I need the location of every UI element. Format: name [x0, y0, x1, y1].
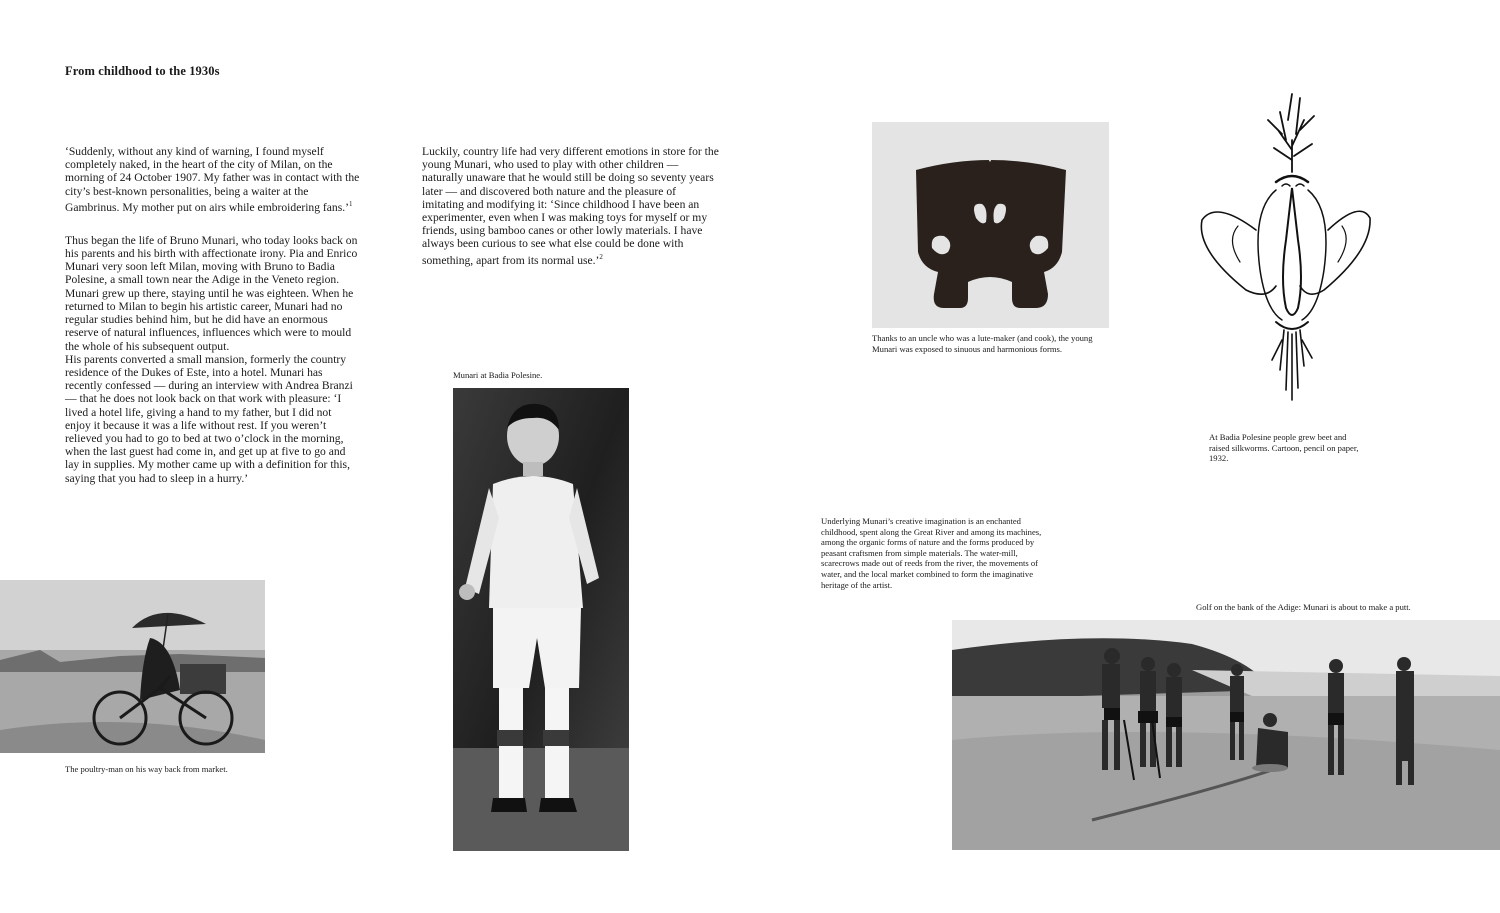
imagination-text: Underlying Munari’s creative imagination is an enchanted childhood, spent along the Great River and among its machines, among the organic forms of nature and the forms produced by peasant craftsmen from simple materials. The water-mill, scarecrows made out of reeds from the river, the movements of water, and the local market combined to form the imaginative heritage of the artist.: [821, 516, 1042, 590]
paragraph-life: Thus began the life of Bruno Munari, who today looks back on his parents and his birth with affectionate irony. Pia and Enrico Munari very soon left Milan, moving with Bruno to Badia Polesine, a small town near the Adige in the Veneto region. Munari grew up there, staying until he was eighteen. When he returned to Milan to begin his artistic career, Munari had no regular studies behind him, but he did have an enormous reserve of natural influences, influences which were to mould the whole of his subsequent output.: [65, 233, 358, 353]
poultry-caption: The poultry-man on his way back from market.: [65, 764, 228, 774]
golf-photo: [952, 620, 1500, 850]
paragraph-country-life: [422, 145, 720, 267]
cartoon-drawing: [1196, 90, 1372, 402]
portrait-caption: Munari at Badia Polesine.: [453, 370, 543, 380]
column-2-text: [422, 145, 720, 267]
violin-bridge-caption: Thanks to an uncle who was a lute-maker (and cook), the young Munari was exposed to sinuous and harmonious forms.: [872, 333, 1093, 354]
country-life-text: Luckily, country life had very different emotions in store for the young Munari, who used to play with other children — naturally unaware that he would still be doing so seventy years later — and discovered both nature and the pleasure of imitating and modifying it: ‘Since childhood I have been an experimenter, even when I was making toys for myself or my friends, using bamboo canes or other lowly materials. I have always been curious to see what else could be done with something, apart from its normal use.’: [422, 145, 719, 267]
footnote-2: 2: [599, 252, 603, 261]
munari-portrait-photo: [453, 388, 629, 851]
quote-text: ‘Suddenly, without any kind of warning, I found myself completely naked, in the heart of the city of Milan, on the morning of 24 October 1907. My father was in contact with the city’s best-known personalities, being a waiter at the Gambrinus. My mother put on airs while embroidering fans.’: [65, 145, 360, 214]
section-title: From childhood to the 1930s: [65, 64, 220, 78]
golf-caption: Golf on the bank of the Adige: Munari is about to make a putt.: [1196, 602, 1411, 612]
violin-bridge-photo: [872, 122, 1109, 328]
footnote-1: 1: [349, 199, 353, 208]
cartoon-caption: At Badia Polesine people grew beet and raised silkworms. Cartoon, pencil on paper, 1932.: [1209, 432, 1359, 464]
poultry-man-photo: [0, 580, 265, 753]
opening-quote: [65, 145, 360, 214]
paragraph-hotel: His parents converted a small mansion, formerly the country residence of the Dukes of Este, into a hotel. Munari has recently confessed — during an interview with Andrea Branzi — that he does not look back on that work with pleasure: ‘I lived a hotel life, giving a hand to my father, but I did not enjoy it because it was a life without rest. If you weren’t relieved you had to go to bed at two o’clock in the morning, when the last guest had come in, and get up at five to go and lay in supplies. My mother came up with a definition for this, saying that you had to sleep in a hurry.’: [65, 352, 353, 485]
column-1-text: [65, 145, 360, 485]
